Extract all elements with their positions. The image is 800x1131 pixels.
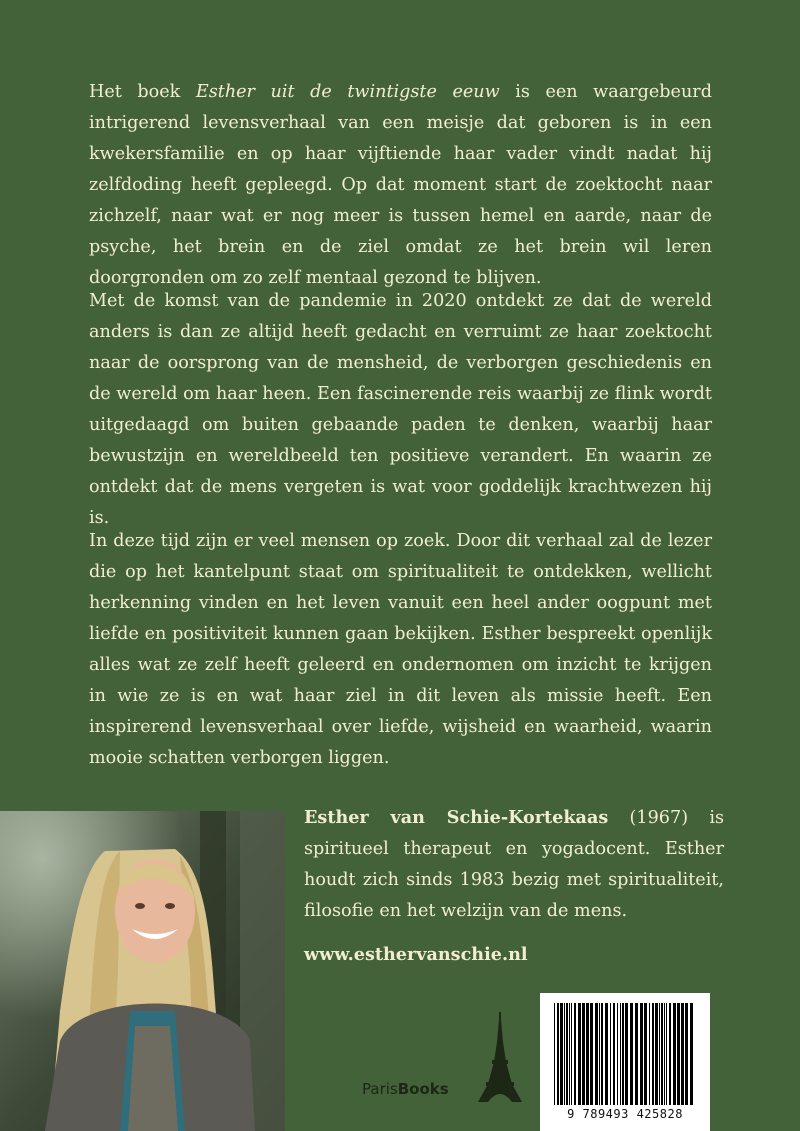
publisher-name-part1: Paris — [362, 1080, 398, 1098]
author-photo — [0, 811, 285, 1131]
publisher-logo — [362, 1080, 449, 1098]
blurb-p1-body: is een waargebeurd intrigerend levensverhaal van een meisje dat geboren is in een kwekersfamilie en op haar vijftiende haar vader vindt nadat hij zelfdoding heeft gepleegd. Op dat moment start de zoektocht naar zichzelf, naar wat er nog meer is tussen hemel en aarde, naar de psyche, het brein en de ziel omdat ze het brein wil leren doorgronden om zo zelf mentaal gezond te blijven. — [89, 82, 712, 288]
blurb-p1-intro: Het boek — [89, 82, 196, 102]
blurb-paragraph-3: In deze tijd zijn er veel mensen op zoek. Door dit verhaal zal de lezer die op het kantelpunt staat om spiritualiteit te ontdekken, wellicht herkenning vinden en het leven vanuit een heel ander oogpunt met liefde en positiviteit kunnen gaan bekijken. Esther bespreekt openlijk alles wat ze zelf heeft geleerd en ondernomen om inzicht te krijgen in wie ze is en wat haar ziel in dit leven als missie heeft. Een inspirerend levensverhaal over liefde, wijsheid en waarheid, waarin mooie schatten verborgen liggen. — [89, 531, 712, 768]
publisher-name-part2: Books — [397, 1080, 449, 1098]
barcode-bars — [554, 1003, 696, 1105]
blurb-paragraph-1 — [89, 77, 712, 294]
barcode — [540, 993, 710, 1131]
blurb-paragraph-2: Met de komst van de pandemie in 2020 ontdekt ze dat de wereld anders is dan ze altijd heeft gedacht en verruimt ze haar zoektocht naar de oorsprong van de mensheid, de verborgen geschiedenis en de wereld om haar heen. Een fascinerende reis waarbij ze flink wordt uitgedaagd om buiten gebaande paden te denken, waarbij haar bewustzijn en wereldbeeld ten positieve verandert. En waarin ze ontdekt dat de mens vergeten is wat voor goddelijk krachtwezen hij is. — [89, 291, 712, 528]
book-title: Esther uit de twintigste eeuw — [195, 82, 500, 102]
eiffel-tower-icon — [478, 1012, 522, 1106]
author-name: Esther van Schie-Kortekaas — [304, 807, 609, 828]
isbn-number: 9 789493 425828 — [567, 1107, 683, 1121]
author-website[interactable]: www.esthervanschie.nl — [304, 944, 528, 965]
author-bio-text: (1967) is spiritueel therapeut en yogadocent. Esther houdt zich sinds 1983 bezig met spiritualiteit, filosofie en het welzijn van de mens. — [304, 808, 724, 921]
author-bio — [304, 802, 724, 927]
